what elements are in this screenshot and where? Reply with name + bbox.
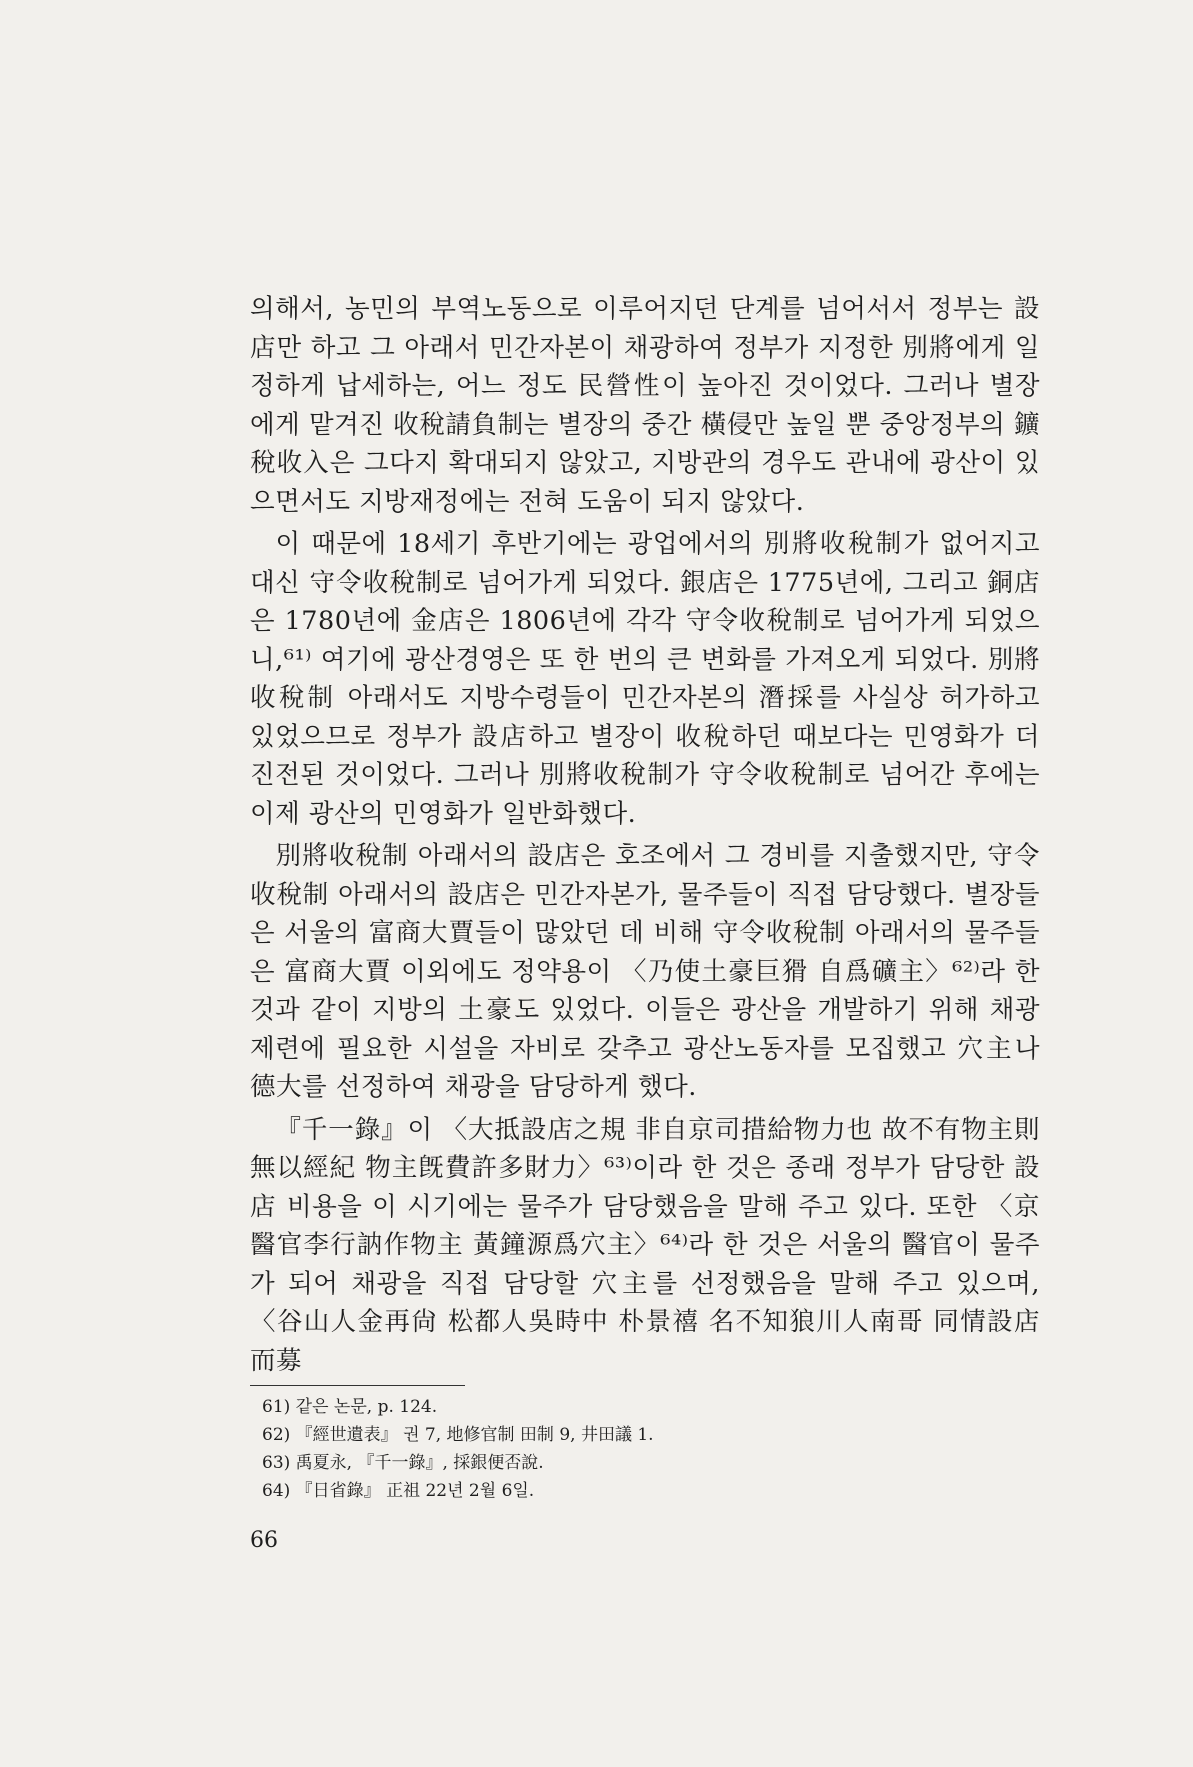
footnote-63: 63) 禹夏永, 『千一錄』, 採銀便否說. (262, 1453, 544, 1473)
footnote-62: 62) 『經世遺表』 권 7, 地修官制 田制 9, 井田議 1. (262, 1425, 654, 1445)
paragraph-4: 『千一錄』이 〈大抵設店之規 非自京司措給物力也 故不有物主則無以經紀 物主旣費許多財力〉⁶³⁾이라 한 것은 종래 정부가 담당한 設店 비용을 이 시기에는 물주가 담당했음을 말해 주고 있다. 또한 〈京醫官李行訥作物主 黃鐘源爲穴主〉⁶⁴⁾라 한 것은 서울의 醫官이 물주가 되어 채광을 직접 담당할 穴主를 선정했음을 말해 주고 있으며, 〈谷山人金再尙 松都人吳時中 朴景禧 名不知狼川人南哥 同情設店 而募 (250, 1114, 1040, 1376)
paragraph-1: 의해서, 농민의 부역노동으로 이루어지던 단계를 넘어서서 정부는 設店만 하고 그 아래서 민간자본이 채광하여 정부가 지정한 別將에게 일정하게 납세하는, 어느 정도 民營性이 높아진 것이었다. 그러나 별장에게 맡겨진 收稅請負制는 별장의 중간 橫侵만 높일 뿐 중앙정부의 鑛稅收入은 그다지 확대되지 않았고, 지방관의 경우도 관내에 광산이 있으면서도 지방재정에는 전혀 도움이 되지 않았다. (250, 294, 1040, 517)
footnote-61: 61) 같은 논문, p. 124. (262, 1397, 438, 1417)
footnote-64: 64) 『日省錄』 正祖 22년 2월 6일. (262, 1481, 535, 1501)
body-text (250, 290, 1040, 1384)
paragraph-3: 別將收稅制 아래서의 設店은 호조에서 그 경비를 지출했지만, 守令收稅制 아래서의 設店은 민간자본가, 물주들이 직접 담당했다. 별장들은 서울의 富商大賈들이 많았던 데 비해 守令收稅制 아래서의 물주들은 富商大賈 이외에도 정약용이 〈乃使土豪巨猾 自爲礦主〉⁶²⁾라 한 것과 같이 지방의 土豪도 있었다. 이들은 광산을 개발하기 위해 채광 제련에 필요한 시설을 자비로 갖추고 광산노동자를 모집했고 穴主나 德大를 선정하여 채광을 담당하게 했다. (250, 841, 1040, 1102)
paragraph-2: 이 때문에 18세기 후반기에는 광업에서의 別將收稅制가 없어지고 대신 守令收稅制로 넘어가게 되었다. 銀店은 1775년에, 그리고 銅店은 1780년에 金店은 1806년에 각각 守令收稅制로 넘어가게 되었으니,⁶¹⁾ 여기에 광산경영은 또 한 번의 큰 변화를 가져오게 되었다. 別將收稅制 아래서도 지방수령들이 민간자본의 潛採를 사실상 허가하고 있었으므로 정부가 設店하고 별장이 收稅하던 때보다는 민영화가 더 진전된 것이었다. 그러나 別將收稅制가 守令收稅制로 넘어간 후에는 이제 광산의 민영화가 일반화했다. (250, 529, 1040, 829)
page-number: 66 (250, 1528, 278, 1553)
footnotes (262, 1393, 1022, 1505)
footnote-divider (250, 1385, 465, 1386)
